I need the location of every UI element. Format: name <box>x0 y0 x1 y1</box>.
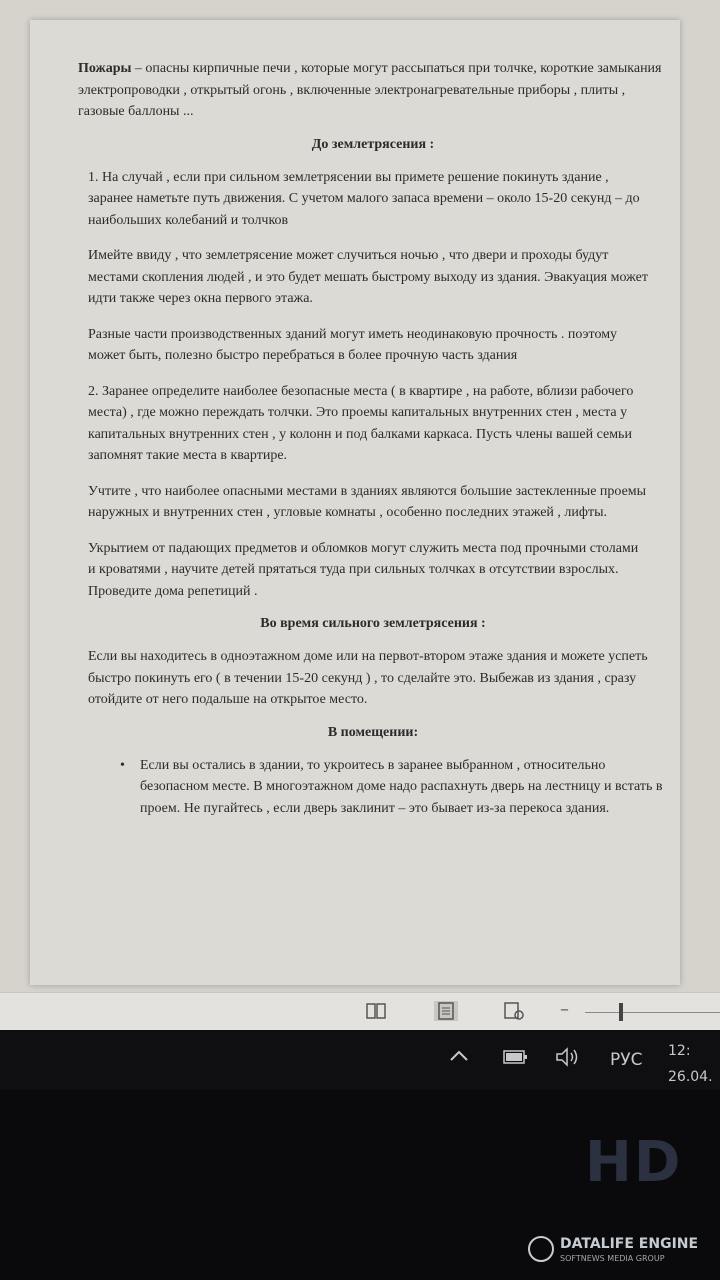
web-layout-icon[interactable] <box>502 1001 526 1021</box>
clock-date: 26.04. <box>668 1069 713 1085</box>
heading-during-earthquake: Во время сильного землетрясения : <box>260 616 486 631</box>
paragraph-shelter: Укрытием от падающих предметов и обломков могут служить места под прочными столами и кроватями , научите детей прятаться туда при сильных толчках в отсутствии взрослых. Проведите дома репетиций . <box>88 540 639 599</box>
hd-logo: HD <box>585 1130 683 1195</box>
paragraph-leave-building: Если вы находитесь в одноэтажном доме или на первот-втором этаже здания и можете успеть быстро покинуть его ( в течении 15-20 секунд ) , то сделайте это. Выбежав из здания , сразу отойдите от него подальше на открытое место. <box>88 649 648 707</box>
fires-text: – опасны кирпичные печи , которые могут рассыпаться при толчке, короткие замыкания электропроводки , открытый огонь , включенные электронагревательные приборы , плиты , газовые баллоны ... <box>78 61 662 119</box>
volume-icon[interactable] <box>554 1046 584 1073</box>
paragraph-night: Имейте ввиду , что землетрясение может случиться ночью , что двери и проходы будут местами скопления людей , и это будет мешать быстрому выходу из здания. Эвакуация может идти также через окна первого этажа. <box>88 248 648 306</box>
show-hidden-icons-chevron-up-icon[interactable] <box>448 1048 470 1069</box>
word-status-bar <box>0 992 720 1031</box>
watermark-subtitle: SOFTNEWS MEDIA GROUP <box>560 1254 665 1263</box>
paragraph-fires <box>78 58 668 123</box>
fires-bold-term: Пожары <box>78 61 132 76</box>
paragraph-building-parts: Разные части производственных зданий могут иметь неодинаковую прочность . поэтому может быть, полезно быстро перебраться в более прочную часть здания <box>88 326 618 363</box>
zoom-out-button[interactable]: – <box>560 999 569 1020</box>
zoom-slider-thumb[interactable] <box>619 1003 623 1021</box>
paragraph-safe-places: 2. Заранее определите наиболее безопасные места ( в квартире , на работе, вблизи рабочего места) , где можно переждать толчки. Это проемы капитальных внутренних стен , места у капитальных внутренних стен , у колонн и под балками каркаса. Пусть члены вашей семьи запомнят такие места в квартире. <box>88 383 634 463</box>
paragraph-escape-route: 1. На случай , если при сильном землетрясении вы примете решение покинуть здание , заранее наметьте путь движения. С учетом малого запаса времени – около 15-20 секунд – до наибольших колебаний и толчков <box>88 169 640 228</box>
document-content <box>78 58 668 819</box>
input-language-indicator[interactable]: РУС <box>610 1050 643 1070</box>
clock-time: 12: <box>668 1043 691 1059</box>
windows-taskbar <box>0 1030 720 1090</box>
heading-indoors: В помещении: <box>327 724 419 740</box>
datalife-logo-icon <box>528 1236 554 1262</box>
watermark-title: DATALIFE ENGINE <box>560 1236 699 1252</box>
bullet-icon: • <box>120 757 125 773</box>
system-clock[interactable] <box>668 1038 713 1090</box>
bullet-list-item <box>78 755 668 820</box>
battery-icon[interactable] <box>502 1048 530 1071</box>
bullet-text: Если вы остались в здании, то укроитесь в заранее выбранном , относительно безопасном месте. В многоэтажном доме надо распахнуть дверь на лестницу и встать в проем. Не пугайтесь , если дверь заклинит – это бывает из-за перекоса здания. <box>140 757 663 816</box>
document-page[interactable] <box>30 20 680 985</box>
print-layout-icon[interactable] <box>434 1001 458 1021</box>
heading-before-earthquake: До землетрясения : <box>311 136 435 152</box>
read-mode-icon[interactable] <box>364 1001 388 1021</box>
paragraph-dangerous-places: Учтите , что наиболее опасными местами в зданиях являются большие застекленные проемы наружных и внутренних стен , угловые комнаты , особенно последних этажей , лифты. <box>88 483 647 520</box>
zoom-slider-track[interactable] <box>585 1012 720 1013</box>
